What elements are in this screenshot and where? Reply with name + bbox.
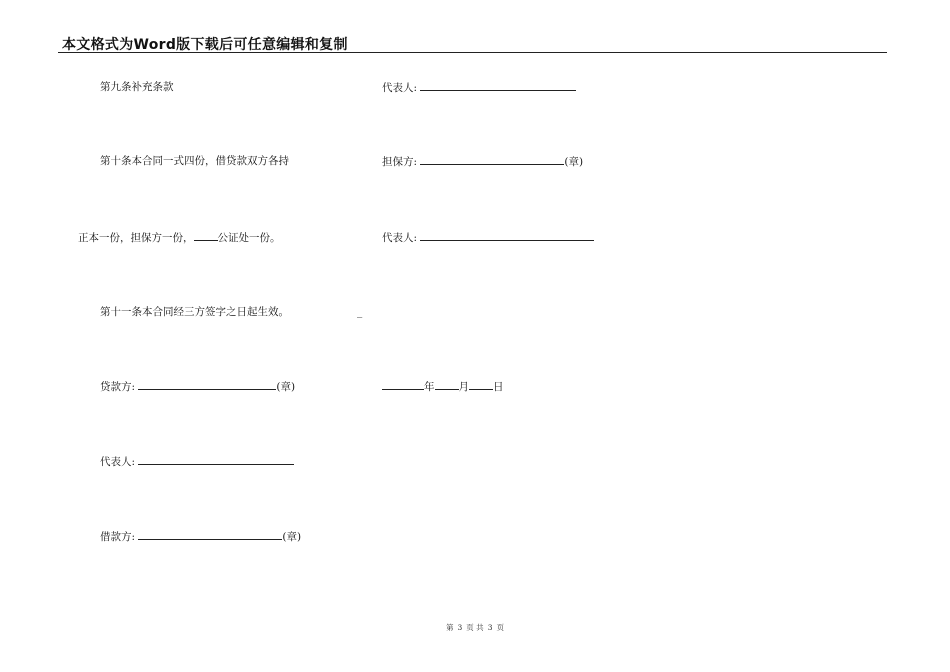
page-prefix: 第	[446, 623, 454, 632]
guarantor-line	[382, 154, 583, 169]
guarantor-seal: (章)	[564, 156, 584, 168]
date-month: 月	[458, 381, 469, 393]
rep-2-blank[interactable]	[420, 230, 594, 241]
rep-2-label: 代表人:	[382, 232, 418, 244]
clause-11: 第十一条本合同经三方签字之日起生效。	[100, 306, 289, 318]
lender-rep-blank[interactable]	[138, 454, 294, 465]
month-blank[interactable]	[435, 379, 459, 390]
rep-1-line	[382, 80, 576, 95]
lender-blank[interactable]	[138, 379, 276, 390]
lender-seal: (章)	[276, 381, 296, 393]
clause-10-line-2-b: 公证处一份。	[217, 232, 281, 244]
date-line	[382, 379, 504, 394]
borrower-signature-line	[100, 529, 301, 544]
clause-10-line-1: 第十条本合同一式四份，借贷款双方各持	[100, 155, 289, 167]
lender-rep-line	[100, 454, 294, 469]
stray-mark: _	[357, 306, 363, 318]
date-year: 年	[424, 381, 435, 393]
lender-signature-line	[100, 379, 295, 394]
page-footer	[0, 622, 950, 633]
page-mid: 页 共	[466, 623, 484, 632]
page-suffix: 页	[496, 623, 504, 632]
guarantor-blank[interactable]	[420, 154, 564, 165]
borrower-label: 借款方:	[100, 531, 136, 543]
borrower-blank[interactable]	[138, 529, 282, 540]
day-blank[interactable]	[469, 379, 493, 390]
rep-2-line	[382, 230, 594, 245]
clause-9: 第九条补充条款	[100, 81, 174, 93]
rep-1-label: 代表人:	[382, 82, 418, 94]
rep-1-blank[interactable]	[420, 80, 576, 91]
header-divider	[58, 52, 887, 53]
clause-10-line-2	[78, 230, 281, 245]
date-day: 日	[493, 381, 504, 393]
page-header-title: 本文格式为Word版下载后可任意编辑和复制	[62, 37, 348, 53]
page-total: 3	[487, 623, 493, 632]
lender-label: 贷款方:	[100, 381, 136, 393]
page-number: 3	[457, 623, 463, 632]
guarantor-label: 担保方:	[382, 156, 418, 168]
lender-rep-label: 代表人:	[100, 456, 136, 468]
clause-10-line-2-a: 正本一份，担保方一份，	[78, 232, 194, 244]
notary-blank[interactable]	[194, 230, 218, 241]
year-blank[interactable]	[382, 379, 424, 390]
borrower-seal: (章)	[282, 531, 302, 543]
